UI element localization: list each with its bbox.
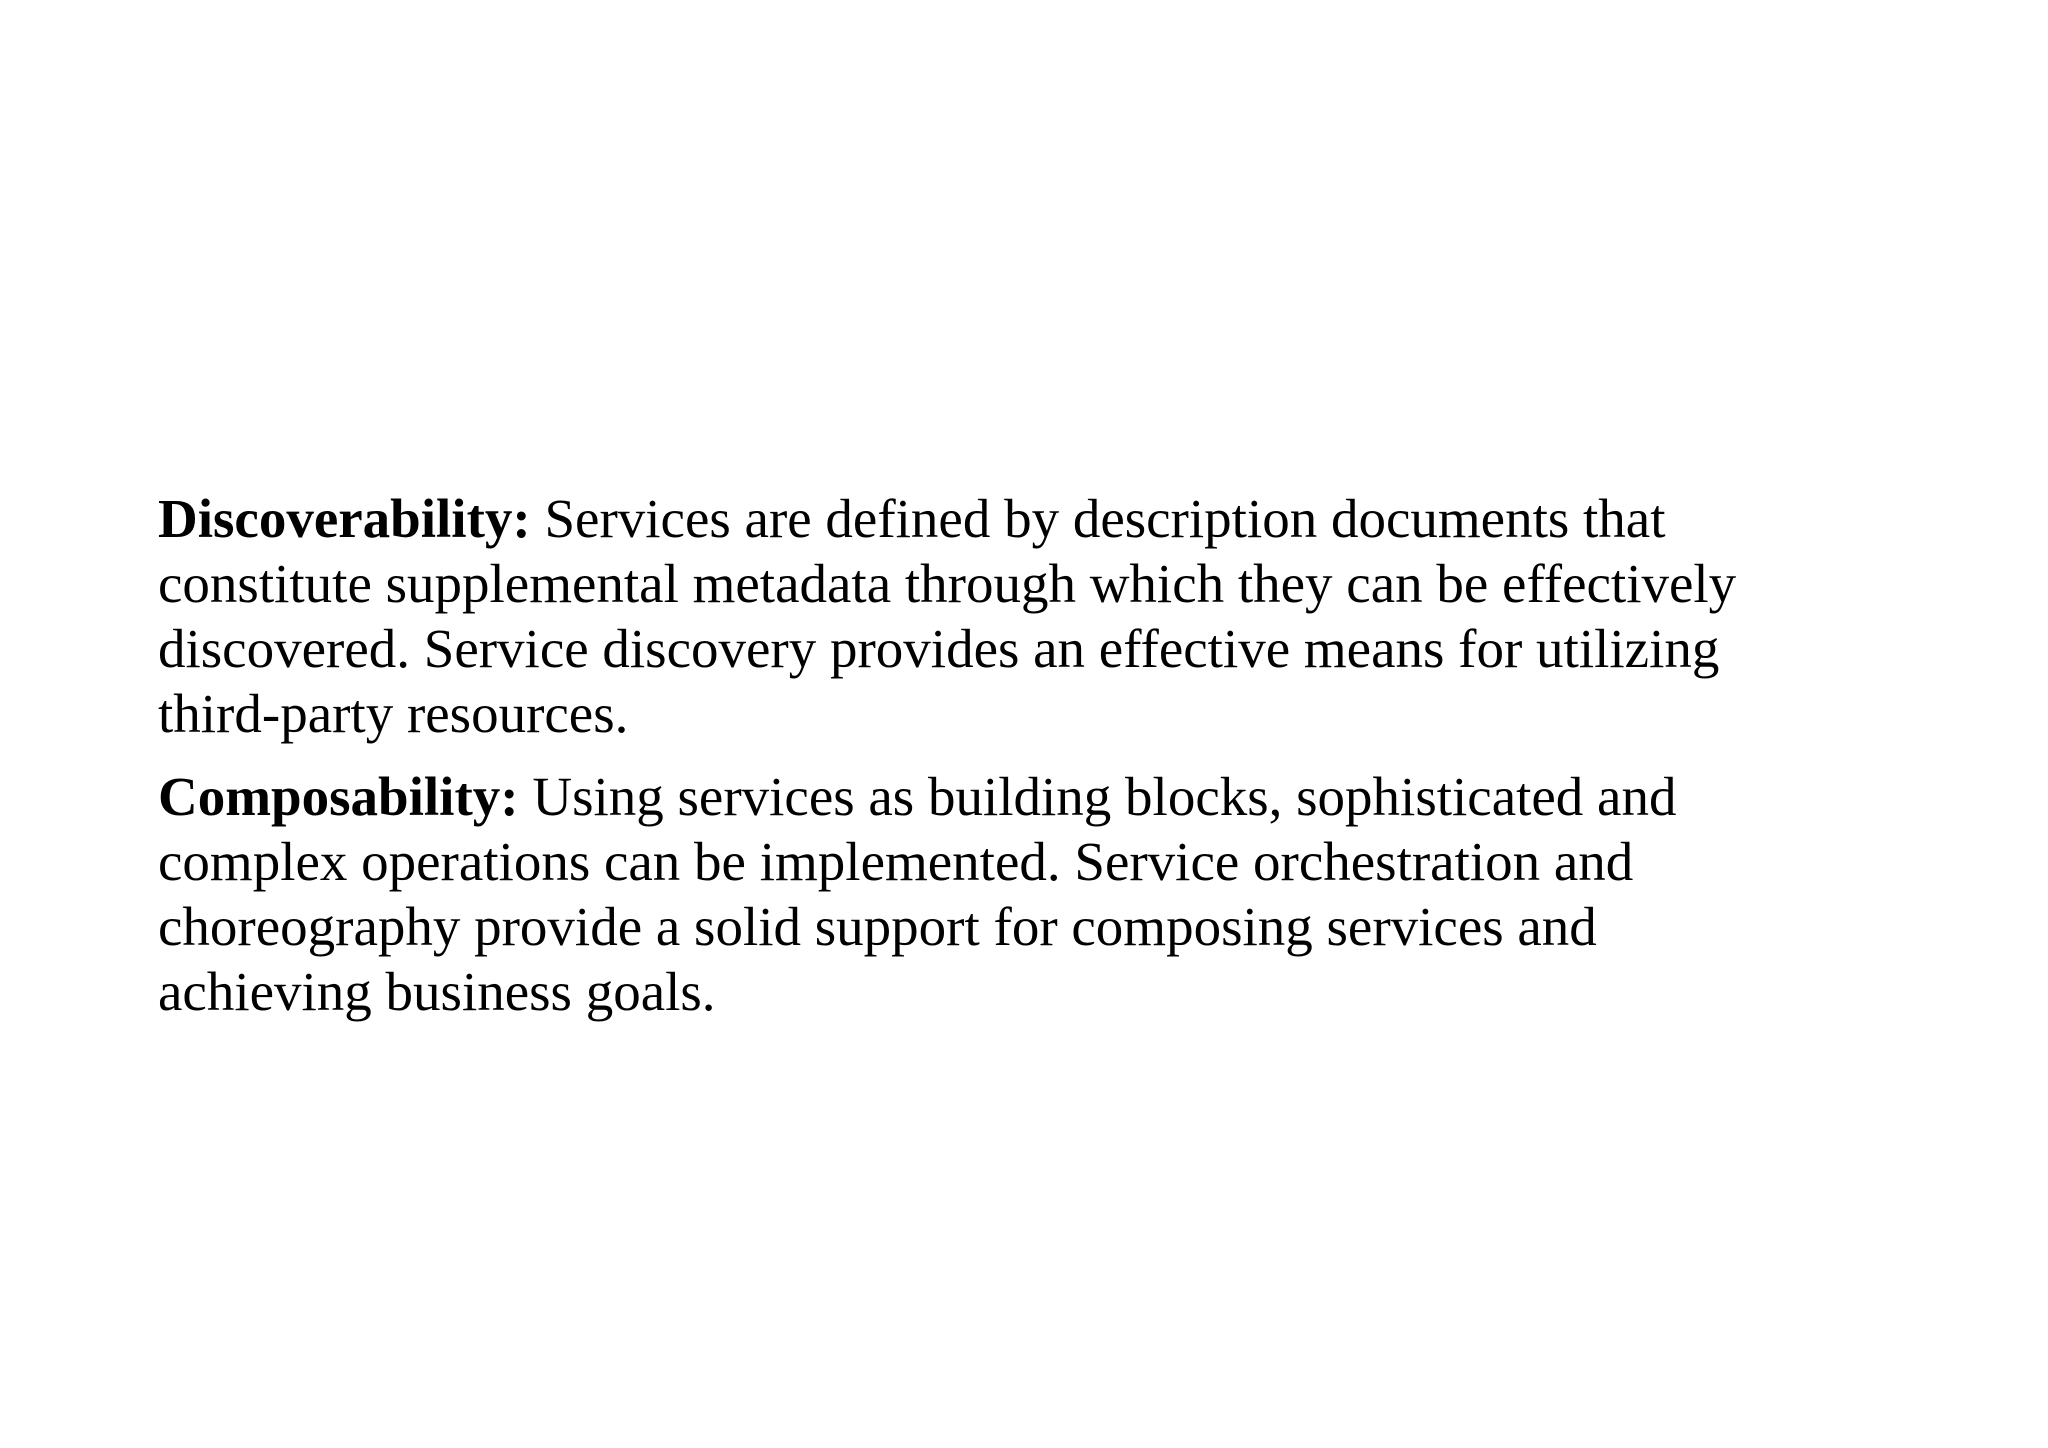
paragraph-discoverability	[158, 486, 1898, 746]
paragraph-composability	[158, 764, 1898, 1024]
term-label: Discoverability:	[158, 488, 531, 549]
paragraph-line: constitute supplemental metadata through which they can be effectively	[158, 553, 1737, 614]
paragraph-text: Using services as building blocks, sophisticated and	[518, 766, 1677, 827]
paragraph-line: third-party resources.	[158, 683, 629, 744]
paragraph-line: complex operations can be implemented. Service orchestration and	[158, 831, 1634, 892]
slide-body	[158, 486, 1898, 1042]
paragraph-line: choreography provide a solid support for composing services and	[158, 896, 1597, 957]
paragraph-line: discovered. Service discovery provides an effective means for utilizing	[158, 618, 1720, 679]
term-label: Composability:	[158, 766, 519, 827]
paragraph-line	[158, 764, 1898, 829]
paragraph-text: Services are defined by description documents that	[530, 488, 1666, 549]
paragraph-line	[158, 486, 1898, 551]
paragraph-line: achieving business goals.	[158, 961, 716, 1022]
